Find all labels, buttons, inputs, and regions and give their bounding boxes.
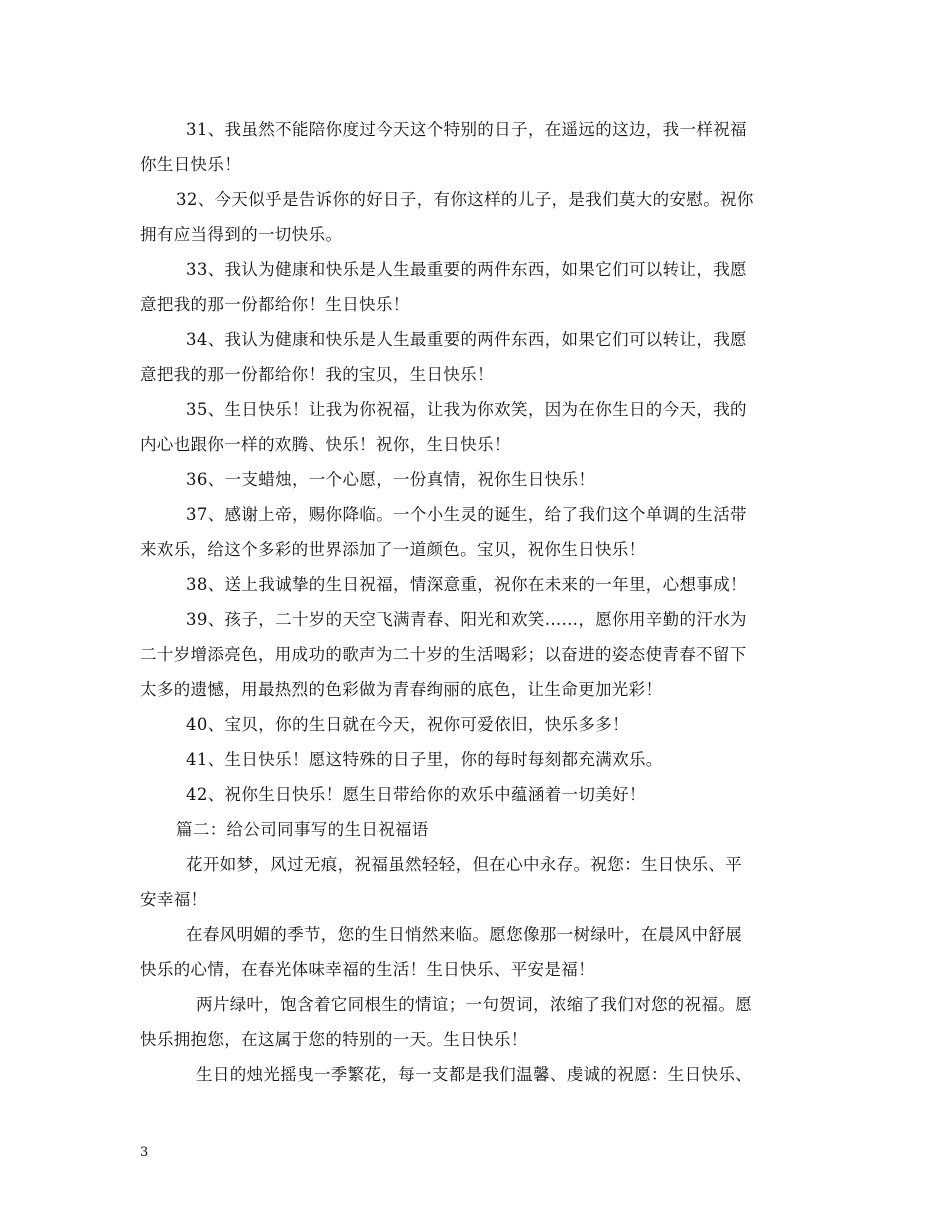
text-line: 32、今天似乎是告诉你的好日子，有你这样的儿子，是我们莫大的安慰。祝你 [176, 190, 754, 209]
text-line: 39、孩子，二十岁的天空飞满青春、阳光和欢笑……，愿你用辛勤的汗水为 [186, 610, 747, 629]
text-line: 二十岁增添亮色，用成功的歌声为二十岁的生活喝彩；以奋进的姿态使青春不留下 [140, 645, 747, 664]
text-line: 你生日快乐！ [140, 155, 242, 174]
text-line: 40、宝贝，你的生日就在今天，祝你可爱依旧，快乐多多！ [186, 715, 629, 734]
text-line: 两片绿叶，饱含着它同根生的情谊；一句贺词，浓缩了我们对您的祝福。愿 [196, 995, 753, 1014]
text-line: 拥有应当得到的一切快乐。 [140, 225, 343, 244]
section-heading: 篇二：给公司同事写的生日祝福语 [176, 820, 429, 839]
text-line: 太多的遗憾，用最热烈的色彩做为青春绚丽的底色，让生命更加光彩！ [140, 680, 663, 699]
text-line: 35、生日快乐！让我为你祝福，让我为你欢笑，因为在你生日的今天，我的 [186, 400, 747, 419]
text-line: 快乐拥抱您，在这属于您的特别的一天。生日快乐！ [140, 1030, 528, 1049]
text-line: 34、我认为健康和快乐是人生最重要的两件东西，如果它们可以转让，我愿 [186, 330, 747, 349]
text-line: 36、一支蜡烛，一个心愿，一份真情，祝你生日快乐！ [186, 470, 596, 489]
page-number: 3 [140, 1145, 149, 1160]
text-line: 33、我认为健康和快乐是人生最重要的两件东西，如果它们可以转让，我愿 [186, 260, 747, 279]
text-line: 内心也跟你一样的欢腾、快乐！祝你，生日快乐！ [140, 435, 511, 454]
text-line: 31、我虽然不能陪你度过今天这个特别的日子，在遥远的这边，我一样祝福 [186, 120, 747, 139]
text-line: 意把我的那一份都给你！我的宝贝，生日快乐！ [140, 365, 494, 384]
text-line: 意把我的那一份都给你！生日快乐！ [140, 295, 410, 314]
text-line: 生日的烛光摇曳一季繁花，每一支都是我们温馨、虔诚的祝愿：生日快乐、 [196, 1065, 753, 1084]
text-line: 花开如梦，风过无痕，祝福虽然轻轻，但在心中永存。祝您：生日快乐、平 [186, 855, 743, 874]
text-line: 快乐的心情，在春光体味幸福的生活！生日快乐、平安是福！ [140, 960, 595, 979]
text-line: 42、祝你生日快乐！愿生日带给你的欢乐中蕴涵着一切美好！ [186, 785, 646, 804]
text-line: 38、送上我诚挚的生日祝福，情深意重，祝你在未来的一年里，心想事成！ [186, 575, 747, 594]
text-line: 41、生日快乐！愿这特殊的日子里，你的每时每刻都充满欢乐。 [186, 750, 663, 769]
text-line: 来欢乐，给这个多彩的世界添加了一道颜色。宝贝，祝你生日快乐！ [140, 540, 646, 559]
text-line: 安幸福！ [140, 890, 208, 909]
text-line: 37、感谢上帝，赐你降临。一个小生灵的诞生，给了我们这个单调的生活带 [186, 505, 747, 524]
text-line: 在春风明媚的季节，您的生日悄然来临。愿您像那一树绿叶，在晨风中舒展 [186, 925, 743, 944]
